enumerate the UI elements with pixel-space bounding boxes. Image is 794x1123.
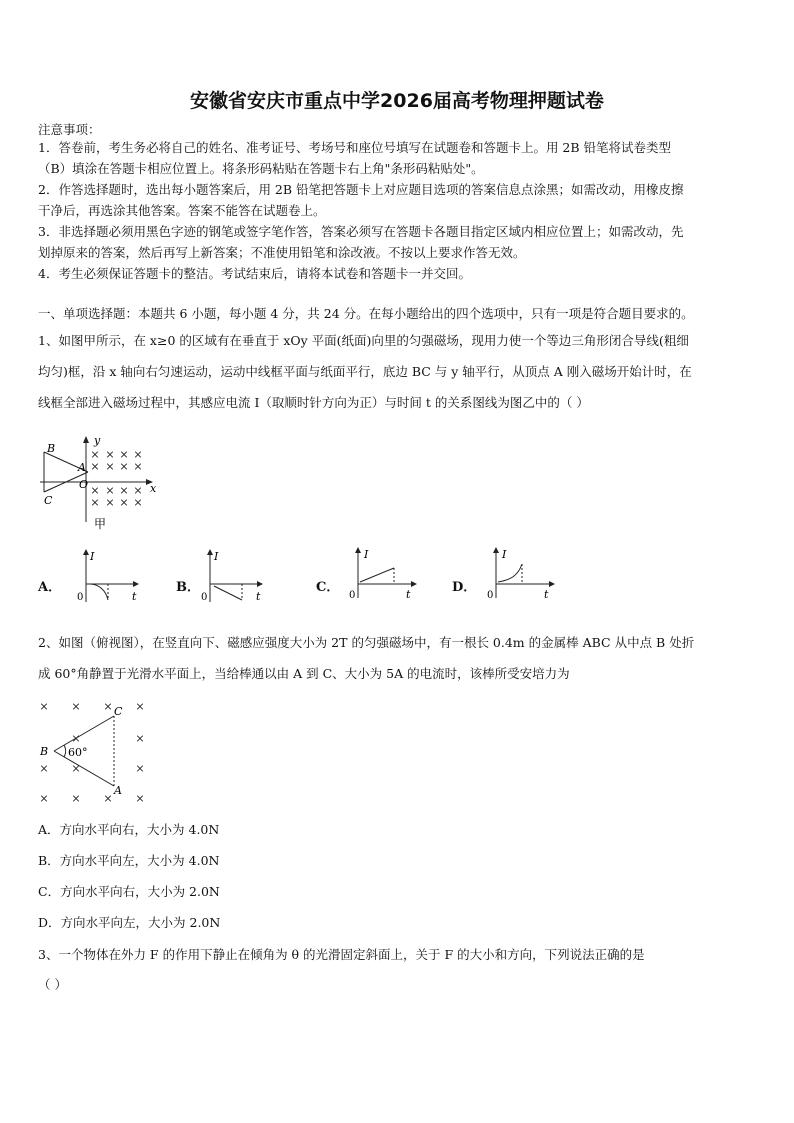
notice-item: 3．非选择题必须用黑色字迹的钢笔或签字笔作答，答案必须写在答题卡各题目指定区域内相应位置上；如需改动，先 [38,224,684,239]
svg-text:×: × [135,732,145,745]
svg-text:×: × [71,792,81,805]
svg-text:×: × [135,762,145,775]
svg-text:×: × [105,460,115,473]
axis-t-label: t [406,588,411,601]
axis-i-label: I [214,550,219,563]
label-x: x [150,482,157,495]
svg-text:×: × [133,448,143,461]
question-2-line: 2、如图（俯视图），在竖直向下、磁感应强度大小为 2T 的匀强磁场中，有一根长 0.4m 的金属棒 ABC 从中点 B 处折 [38,635,695,650]
svg-text:×: × [39,792,49,805]
question-1-line: 线框全部进入磁场过程中，其感应电流 I（取顺时针方向为正）与时间 t 的关系图线为图乙中的（ ） [38,395,589,410]
axis-t-label: t [544,588,549,601]
label-a: A [78,461,86,474]
svg-text:×: × [103,700,113,713]
question-2-option-d[interactable]: D．方向水平向左，大小为 2.0N [38,915,221,930]
svg-text:×: × [135,700,145,713]
svg-text:×: × [39,700,49,713]
origin-label: 0 [201,592,208,603]
option-b-graph [196,548,276,606]
svg-text:×: × [133,484,143,497]
svg-text:×: × [119,484,129,497]
svg-text:×: × [133,460,143,473]
svg-text:×: × [135,792,145,805]
question-3-line: 3、一个物体在外力 F 的作用下静止在倾角为 θ 的光滑固定斜面上，关于 F 的大小和方向，下列说法正确的是 [38,947,645,962]
axis-i-label: I [90,550,95,563]
svg-text:×: × [71,762,81,775]
option-b-label[interactable]: B． [176,580,200,595]
svg-text:×: × [119,460,129,473]
svg-text:×: × [105,496,115,509]
svg-text:×: × [90,448,100,461]
notice-item: 2．作答选择题时，选出每小题答案后，用 2B 铅笔把答题卡上对应题目选项的答案信息点涂黑；如需改动，用橡皮擦 [38,182,684,197]
svg-text:×: × [119,496,129,509]
label-y: y [94,434,101,447]
svg-text:×: × [90,484,100,497]
label-o: O [79,478,89,491]
question-1-line: 均匀)框，沿 x 轴向右匀速运动，运动中线框平面与纸面平行，底边 BC 与 y 轴平行，从顶点 A 刚入磁场开始计时，在 [38,364,692,379]
exam-title: 安徽省安庆市重点中学2026届高考物理押题试卷 [190,90,604,112]
question-2-option-c[interactable]: C．方向水平向右，大小为 2.0N [38,884,220,899]
section-heading: 一、单项选择题：本题共 6 小题，每小题 4 分，共 24 分。在每小题给出的四个选项中，只有一项是符合题目要求的。 [38,306,694,321]
origin-label: 0 [487,590,494,601]
axis-t-label: t [132,590,137,603]
axis-t-label: t [256,590,261,603]
angle-label: 60° [68,746,88,759]
svg-text:×: × [90,460,100,473]
option-a-graph [72,548,152,606]
svg-text:×: × [105,448,115,461]
notice-item: 划掉原来的答案，然后再写上新答案；不准使用铅笔和涂改液。不按以上要求作答无效。 [38,245,526,260]
label-b: B [47,442,56,455]
svg-text:×: × [103,792,113,805]
question-1-line: 1、如图甲所示，在 x≥0 的区域有在垂直于 xOy 平面(纸面)向里的匀强磁场，现用力使一个等边三角形闭合导线(粗细 [38,333,689,348]
axis-i-label: I [364,548,369,561]
svg-text:×: × [105,484,115,497]
question-2-line: 成 60°角静置于光滑水平面上，当给棒通以由 A 到 C、大小为 5A 的电流时，该棒所受安培力为 [38,666,570,681]
label-b: B [40,745,49,758]
question-2-option-a[interactable]: A．方向水平向右，大小为 4.0N [38,822,220,837]
origin-label: 0 [349,590,356,601]
notice-item: （B）填涂在答题卡相应位置上。将条形码粘贴在答题卡右上角"条形码粘贴处"。 [38,161,484,176]
option-c-graph [344,546,424,606]
svg-text:×: × [90,496,100,509]
option-c-label[interactable]: C． [316,580,340,595]
svg-text:×: × [71,700,81,713]
label-a: A [114,784,122,797]
option-d-label[interactable]: D． [452,580,477,595]
option-a-label[interactable]: A． [38,580,62,595]
notice-heading: 注意事项： [38,122,101,137]
label-c: C [114,705,123,718]
notice-item: 干净后，再选涂其他答案。答案不能答在试题卷上。 [38,203,326,218]
figure-caption: 甲 [94,517,107,531]
origin-label: 0 [77,592,84,603]
axis-i-label: I [502,548,507,561]
svg-text:×: × [39,762,49,775]
figure-jia [38,432,168,532]
svg-text:×: × [119,448,129,461]
svg-text:×: × [133,496,143,509]
figure-q2 [34,696,154,808]
question-3-line: （ ） [38,977,67,992]
notice-item: 4．考生必须保证答题卡的整洁。考试结束后，请将本试卷和答题卡一并交回。 [38,266,471,281]
svg-text:×: × [71,732,81,745]
notice-item: 1．答卷前，考生务必将自己的姓名、准考证号、考场号和座位号填写在试题卷和答题卡上。用 2B 铅笔将试卷类型 [38,140,672,155]
option-d-graph [482,546,562,606]
label-c: C [44,494,53,507]
question-2-option-b[interactable]: B．方向水平向左，大小为 4.0N [38,853,220,868]
